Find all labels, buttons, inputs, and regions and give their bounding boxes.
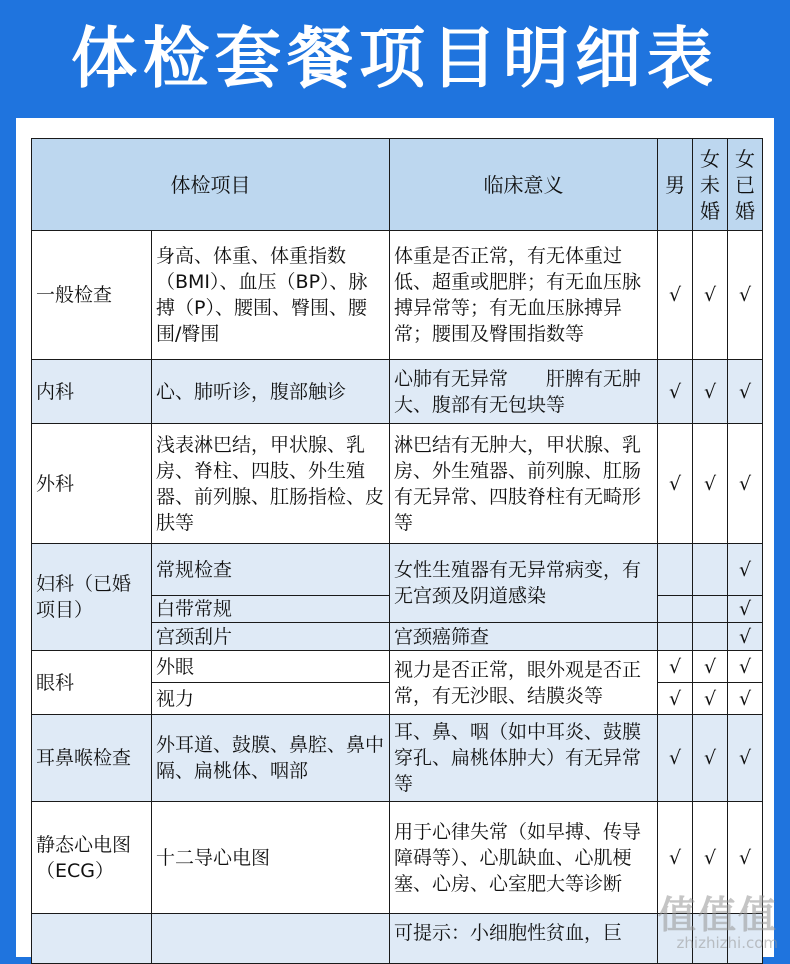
check-female-married: √ (728, 802, 763, 914)
meaning-cell: 可提示：小细胞性贫血，巨 (390, 914, 658, 964)
check-female-unmarried: √ (693, 424, 728, 544)
check-female-married: √ (728, 424, 763, 544)
check-female-unmarried: √ (693, 683, 728, 715)
item-cell: 身高、体重、体重指数（BMI）、血压（BP）、脉搏（P）、腰围、臀围、腰围/臀围 (152, 231, 390, 360)
item-cell: 浅表淋巴结，甲状腺、乳房、脊柱、四肢、外生殖器、前列腺、肛肠指检、皮肤等 (152, 424, 390, 544)
category-cell: 妇科（已婚项目） (32, 544, 152, 651)
meaning-cell: 心肺有无异常 肝脾有无肿大、腹部有无包块等 (390, 360, 658, 424)
exam-table (31, 138, 763, 964)
check-male: √ (658, 683, 693, 715)
meaning-cell: 宫颈癌筛查 (390, 623, 658, 651)
header-row (32, 139, 763, 231)
check-male: √ (658, 651, 693, 683)
item-cell: 白带常规 (152, 596, 390, 623)
category-cell: 内科 (32, 360, 152, 424)
check-male-empty (658, 544, 693, 596)
meaning-cell: 视力是否正常，眼外观是否正常，有无沙眼、结膜炎等 (390, 651, 658, 715)
table-row (32, 715, 763, 802)
category-cell: 一般检查 (32, 231, 152, 360)
header-meaning: 临床意义 (390, 139, 658, 231)
watermark-brand: 值值值 (657, 893, 778, 937)
meaning-cell: 淋巴结有无肿大，甲状腺、乳房、外生殖器、前列腺、肛肠有无异常、四肢脊柱有无畸形等 (390, 424, 658, 544)
check-male-empty (658, 623, 693, 651)
check-female-unmarried: √ (693, 231, 728, 360)
page-title: 体检套餐项目明细表 (71, 20, 719, 97)
item-cell: 外耳道、鼓膜、鼻腔、鼻中隔、扁桃体、咽部 (152, 715, 390, 802)
meaning-cell: 体重是否正常，有无体重过低、超重或肥胖；有无血压脉搏异常等；有无血压脉搏异常；腰围及臀围指数等 (390, 231, 658, 360)
header-female-married: 女已婚 (728, 139, 763, 231)
check-female-unmarried: √ (693, 715, 728, 802)
check-female-married: √ (728, 715, 763, 802)
item-cell: 常规检查 (152, 544, 390, 596)
watermark-url: zhizhizhi.com (676, 934, 778, 952)
check-male-empty (658, 914, 693, 964)
check-male-empty (658, 596, 693, 623)
table-row (32, 651, 763, 683)
check-female-unmarried-empty (693, 544, 728, 596)
category-cell (32, 914, 152, 964)
table-row (32, 544, 763, 596)
check-female-unmarried: √ (693, 651, 728, 683)
check-male: √ (658, 360, 693, 424)
item-cell: 外眼 (152, 651, 390, 683)
header-item: 体检项目 (32, 139, 390, 231)
check-female-unmarried: √ (693, 360, 728, 424)
check-female-married: √ (728, 683, 763, 715)
check-male: √ (658, 231, 693, 360)
check-female-married: √ (728, 360, 763, 424)
item-cell: 心、肺听诊，腹部触诊 (152, 360, 390, 424)
check-female-married: √ (728, 651, 763, 683)
check-male: √ (658, 715, 693, 802)
item-cell: 宫颈刮片 (152, 623, 390, 651)
check-female-unmarried-empty (693, 623, 728, 651)
table-row (32, 914, 763, 964)
check-female-unmarried-empty (693, 596, 728, 623)
table-row (32, 424, 763, 544)
category-cell: 耳鼻喉检查 (32, 715, 152, 802)
check-female-unmarried: √ (693, 802, 728, 914)
table-row (32, 360, 763, 424)
table-row (32, 802, 763, 914)
meaning-cell: 用于心律失常（如早搏、传导障碍等）、心肌缺血、心肌梗塞、心房、心室肥大等诊断 (390, 802, 658, 914)
category-cell: 外科 (32, 424, 152, 544)
item-cell: 视力 (152, 683, 390, 715)
meaning-cell: 耳、鼻、咽（如中耳炎、鼓膜穿孔、扁桃体肿大）有无异常等 (390, 715, 658, 802)
category-cell: 眼科 (32, 651, 152, 715)
check-female-married: √ (728, 544, 763, 596)
table-row (32, 231, 763, 360)
check-female-unmarried-empty (693, 914, 728, 964)
item-cell: 十二导心电图 (152, 802, 390, 914)
check-male: √ (658, 802, 693, 914)
check-female-married: √ (728, 623, 763, 651)
meaning-cell: 女性生殖器有无异常病变，有无宫颈及阴道感染 (390, 544, 658, 623)
title-banner (0, 0, 790, 118)
check-female-married: √ (728, 596, 763, 623)
check-female-married: √ (728, 231, 763, 360)
category-cell: 静态心电图（ECG） (32, 802, 152, 914)
header-female-unmarried: 女未婚 (693, 139, 728, 231)
item-cell (152, 914, 390, 964)
check-male: √ (658, 424, 693, 544)
header-male: 男 (658, 139, 693, 231)
check-female-married-empty (728, 914, 763, 964)
content-panel (16, 118, 774, 957)
